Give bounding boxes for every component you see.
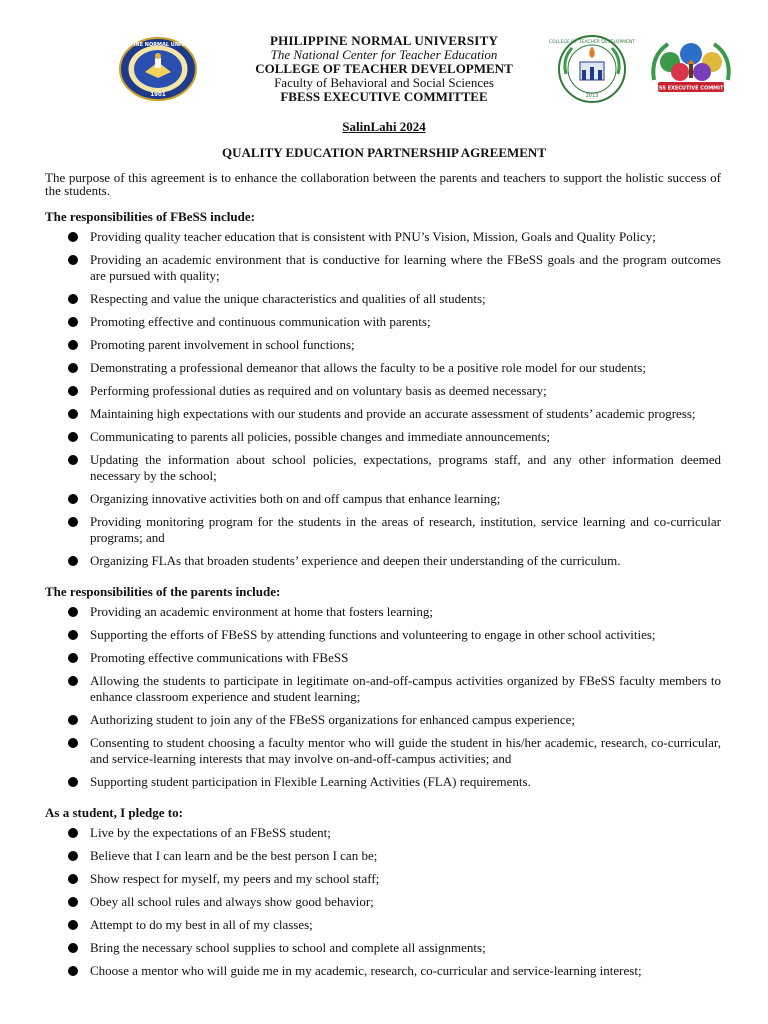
bullet-icon <box>68 317 78 327</box>
bullet-icon <box>68 494 78 504</box>
university-tagline: The National Center for Teacher Education <box>270 47 498 62</box>
agreement-body <box>45 171 721 979</box>
bullet-icon <box>68 294 78 304</box>
list-item-text: Organizing innovative activities both on and off campus that enhance learning; <box>90 491 501 506</box>
letterhead-text <box>200 34 568 104</box>
college-name: COLLEGE OF TEACHER DEVELOPMENT <box>255 61 513 76</box>
list-item <box>45 940 721 956</box>
list-item-text: Providing quality teacher education that is consistent with PNU’s Vision, Mission, Goals and Quality Policy; <box>90 229 656 244</box>
list-item-text: Organizing FLAs that broaden students’ experience and deepen their understanding of the curriculum. <box>90 553 621 568</box>
event-name: SalinLahi 2024 <box>342 119 426 134</box>
list-item <box>45 383 721 399</box>
bullet-icon <box>68 232 78 242</box>
list-item-text: Promoting parent involvement in school functions; <box>90 337 355 352</box>
fbess-logo-banner-text: FBESS EXECUTIVE COMMITTEE <box>648 85 734 92</box>
bullet-icon <box>68 676 78 686</box>
list-item-text: Updating the information about school policies, expectations, programs staff, and any other information deemed necessary by the school; <box>90 452 721 483</box>
bullet-icon <box>68 715 78 725</box>
list-item <box>45 337 721 353</box>
bullet-list <box>45 604 721 790</box>
list-item <box>45 291 721 307</box>
bullet-icon <box>68 920 78 930</box>
document-title: QUALITY EDUCATION PARTNERSHIP AGREEMENT <box>222 145 546 160</box>
list-item-text: Demonstrating a professional demeanor that allows the faculty to be a positive role model for our students; <box>90 360 646 375</box>
pnu-seal-logo <box>111 36 205 102</box>
list-item <box>45 894 721 910</box>
list-item-text: Choose a mentor who will guide me in my academic, research, co-curricular and service-learning interest; <box>90 963 642 978</box>
list-item-text: Believe that I can learn and be the best person I can be; <box>90 848 378 863</box>
list-item-text: Supporting the efforts of FBeSS by attending functions and volunteering to engage in other school activities; <box>90 627 656 642</box>
bullet-icon <box>68 409 78 419</box>
list-item-text: Performing professional duties as required and on voluntary basis as deemed necessary; <box>90 383 547 398</box>
list-item-text: Allowing the students to participate in legitimate on-and-off-campus activities organized by FBeSS faculty members to enhance classroom experience and student learning; <box>90 673 721 704</box>
bullet-icon <box>68 455 78 465</box>
committee-name: FBESS EXECUTIVE COMMITTEE <box>280 89 488 104</box>
list-item-text: Supporting student participation in Flexible Learning Activities (FLA) requirements. <box>90 774 531 789</box>
list-item-text: Respecting and value the unique characteristics and qualities of all students; <box>90 291 486 306</box>
list-item <box>45 917 721 933</box>
list-item <box>45 871 721 887</box>
list-item-text: Attempt to do my best in all of my classes; <box>90 917 313 932</box>
list-item <box>45 963 721 979</box>
list-item <box>45 252 721 284</box>
bullet-icon <box>68 255 78 265</box>
ctd-seal-logo <box>548 34 636 104</box>
list-item <box>45 406 721 422</box>
list-item-text: Consenting to student choosing a faculty mentor who will guide the student in his/her academic, research, co-curricular, and service-learning interests that may involve on-and-off-campus activities; and <box>90 735 721 766</box>
bullet-icon <box>68 966 78 976</box>
bullet-icon <box>68 851 78 861</box>
seal-left-arc-text: PHILIPPINE NORMAL UNIVERSITY <box>111 42 205 48</box>
list-item <box>45 229 721 245</box>
bullet-icon <box>68 556 78 566</box>
list-item <box>45 825 721 841</box>
bullet-icon <box>68 386 78 396</box>
list-item <box>45 429 721 445</box>
bullet-list <box>45 229 721 569</box>
letterhead <box>0 34 768 114</box>
faculty-name: Faculty of Behavioral and Social Sciences <box>274 75 494 90</box>
seal-left-year: 1901 <box>150 92 166 98</box>
list-item <box>45 774 721 790</box>
section-heading: As a student, I pledge to: <box>45 805 183 820</box>
bullet-icon <box>68 874 78 884</box>
list-item-text: Promoting effective communications with FBeSS <box>90 650 349 665</box>
bullet-icon <box>68 517 78 527</box>
list-item <box>45 314 721 330</box>
list-item <box>45 627 721 643</box>
list-item <box>45 553 721 569</box>
list-item-text: Communicating to parents all policies, possible changes and immediate announcements; <box>90 429 550 444</box>
bullet-icon <box>68 630 78 640</box>
list-item-text: Providing monitoring program for the students in the areas of research, institution, service learning and co-curricular programs; and <box>90 514 721 545</box>
list-item-text: Show respect for myself, my peers and my school staff; <box>90 871 380 886</box>
bullet-icon <box>68 828 78 838</box>
seal-mid-year: 2013 <box>585 93 599 99</box>
bullet-icon <box>68 777 78 787</box>
intro-paragraph: The purpose of this agreement is to enhance the collaboration between the parents and teachers to support the holistic success of the students. <box>45 170 721 198</box>
list-item-text: Bring the necessary school supplies to school and complete all assignments; <box>90 940 486 955</box>
seal-mid-arc-text: COLLEGE OF TEACHER DEVELOPMENT <box>548 40 636 45</box>
list-item <box>45 604 721 620</box>
list-item-text: Maintaining high expectations with our students and provide an accurate assessment of students’ academic progress; <box>90 406 696 421</box>
section-heading: The responsibilities of the parents include: <box>45 584 281 599</box>
list-item <box>45 452 721 484</box>
list-item-text: Providing an academic environment at home that fosters learning; <box>90 604 433 619</box>
agreement-sections <box>45 210 721 979</box>
list-item-text: Promoting effective and continuous communication with parents; <box>90 314 431 329</box>
bullet-icon <box>68 897 78 907</box>
list-item-text: Providing an academic environment that is conductive for learning where the FBeSS goals and the program outcomes are pursued with quality; <box>90 252 721 283</box>
bullet-icon <box>68 432 78 442</box>
fbess-committee-logo <box>646 36 736 102</box>
list-item <box>45 848 721 864</box>
bullet-icon <box>68 738 78 748</box>
list-item <box>45 735 721 767</box>
list-item-text: Live by the expectations of an FBeSS student; <box>90 825 331 840</box>
bullet-icon <box>68 363 78 373</box>
list-item <box>45 514 721 546</box>
list-item <box>45 712 721 728</box>
bullet-icon <box>68 943 78 953</box>
list-item-text: Obey all school rules and always show good behavior; <box>90 894 374 909</box>
bullet-icon <box>68 607 78 617</box>
bullet-icon <box>68 340 78 350</box>
list-item <box>45 360 721 376</box>
section-heading: The responsibilities of FBeSS include: <box>45 209 255 224</box>
list-item-text: Authorizing student to join any of the FBeSS organizations for enhanced campus experience; <box>90 712 575 727</box>
list-item <box>45 673 721 705</box>
bullet-list <box>45 825 721 979</box>
university-name: PHILIPPINE NORMAL UNIVERSITY <box>269 33 499 48</box>
list-item <box>45 491 721 507</box>
list-item <box>45 650 721 666</box>
bullet-icon <box>68 653 78 663</box>
